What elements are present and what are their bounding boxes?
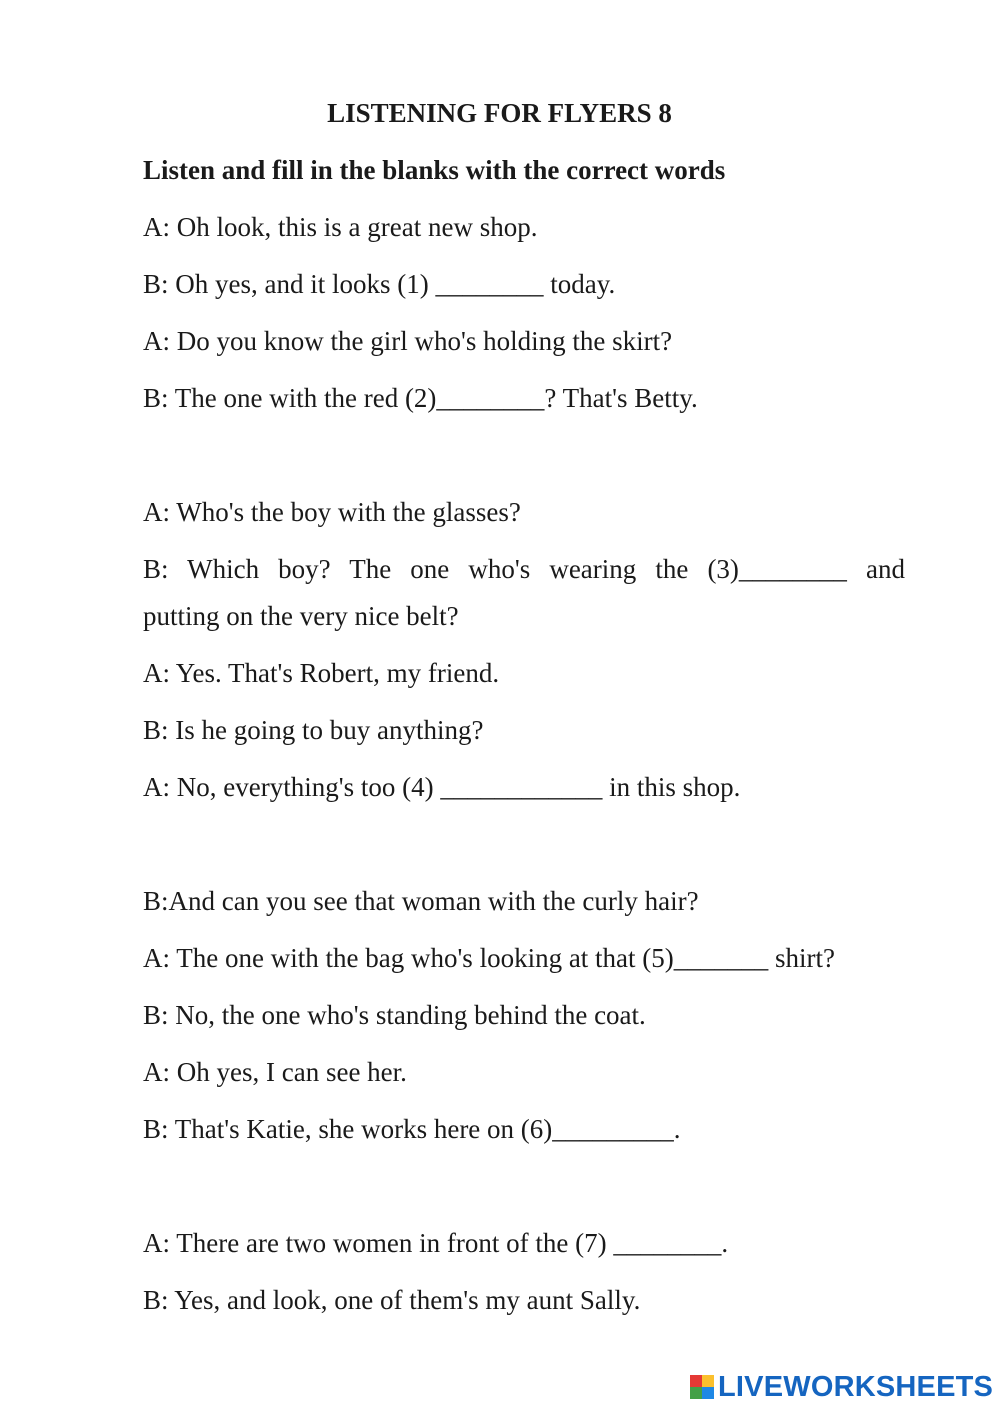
dialogue-line: A: There are two women in front of the (7) ________. <box>143 1228 729 1258</box>
dialogue-line: B: Oh yes, and it looks (1) ________ today. <box>143 269 616 299</box>
dialogue-line: B: Which boy? The one who's wearing the (3)________ and <box>143 554 905 584</box>
dialogue-line: A: Do you know the girl who's holding the skirt? <box>143 326 673 356</box>
dialogue-line: B: No, the one who's standing behind the coat. <box>143 1000 646 1030</box>
dialogue-line-continuation: putting on the very nice belt? <box>143 601 459 631</box>
dialogue-line: A: The one with the bag who's looking at that (5)_______ shirt? <box>143 943 836 973</box>
dialogue-line: A: No, everything's too (4) ____________ in this shop. <box>143 772 741 802</box>
page-title: LISTENING FOR FLYERS 8 <box>327 98 672 128</box>
dialogue-line: B: Yes, and look, one of them's my aunt Sally. <box>143 1285 641 1315</box>
dialogue-line: A: Who's the boy with the glasses? <box>143 497 521 527</box>
logo-text: LIVEWORKSHEETS <box>718 1370 994 1403</box>
liveworksheets-logo <box>690 1372 993 1402</box>
dialogue-line: A: Yes. That's Robert, my friend. <box>143 658 500 688</box>
dialogue-line: A: Oh yes, I can see her. <box>143 1057 407 1087</box>
liveworksheets-logo-icon <box>690 1375 714 1399</box>
dialogue-line: B: The one with the red (2)________? That's Betty. <box>143 383 698 413</box>
dialogue-line: B: Is he going to buy anything? <box>143 715 484 745</box>
dialogue-line: A: Oh look, this is a great new shop. <box>143 212 538 242</box>
dialogue-line: B: That's Katie, she works here on (6)_________. <box>143 1114 681 1144</box>
instruction: Listen and fill in the blanks with the correct words <box>143 155 726 185</box>
dialogue-line: B:And can you see that woman with the curly hair? <box>143 886 699 916</box>
